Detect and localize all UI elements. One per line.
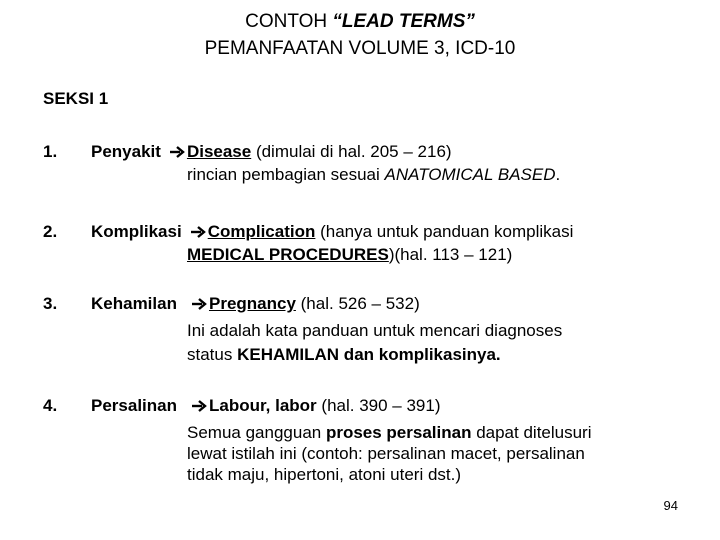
- item-line3-bold: KEHAMILAN dan komplikasinya.: [237, 345, 501, 364]
- item-line2-end: )(hal. 113 – 121): [388, 245, 513, 264]
- page-number: 94: [663, 498, 678, 513]
- item-line2-italic: ANATOMICAL BASED: [384, 165, 556, 184]
- item-line2-prefix: Semua gangguan: [187, 423, 326, 442]
- item-english-term: Pregnancy: [208, 294, 296, 313]
- item-term: Penyakit: [91, 142, 161, 161]
- item-number: 2.: [43, 222, 58, 241]
- item-line2-bold: proses persalinan: [325, 423, 472, 442]
- title-prefix: CONTOH: [245, 11, 333, 32]
- item-line2: Ini adalah kata panduan untuk mencari diagnoses: [187, 321, 563, 340]
- item-line2: [187, 245, 512, 265]
- item-line4: tidak maju, hipertoni, atoni uteri dst.): [187, 465, 462, 484]
- section-label: SEKSI 1: [43, 89, 109, 108]
- item-english-term: Disease: [186, 142, 252, 161]
- item-term: Komplikasi: [91, 222, 182, 241]
- item-detail: (hal. 526 – 532): [295, 294, 420, 313]
- page-title-line1: [0, 10, 720, 34]
- item-term: Persalinan: [91, 396, 177, 415]
- arrow-right-icon: [191, 294, 207, 314]
- item-english-term: Complication: [207, 222, 316, 241]
- item-detail: (hal. 390 – 391): [316, 396, 441, 415]
- item-detail: (dimulai di hal. 205 – 216): [251, 142, 452, 161]
- title-lead-terms: “LEAD TERMS”: [332, 11, 475, 32]
- item-heading: [91, 396, 441, 416]
- item-line2: [187, 165, 560, 185]
- item-line2-end: dapat ditelusuri: [471, 423, 592, 442]
- page-title-line2: PEMANFAATAN VOLUME 3, ICD-10: [204, 38, 516, 59]
- item-line2-text: rincian pembagian sesuai: [187, 165, 385, 184]
- item-term: Kehamilan: [91, 294, 177, 313]
- arrow-right-icon: [190, 222, 206, 242]
- item-line2-bold: MEDICAL PROCEDURES: [187, 245, 389, 264]
- item-detail: (hanya untuk panduan komplikasi: [315, 222, 574, 241]
- item-heading: [91, 142, 452, 162]
- item-number: 3.: [43, 294, 58, 313]
- item-number: 1.: [43, 142, 58, 161]
- item-line2-end: .: [555, 165, 561, 184]
- item-number: 4.: [43, 396, 58, 415]
- item-english-term: Labour, labor: [209, 396, 317, 415]
- item-line3-prefix: status: [187, 345, 238, 364]
- item-line2: [187, 423, 592, 443]
- item-line3: lewat istilah ini (contoh: persalinan macet, persalinan: [187, 444, 585, 463]
- item-heading: [91, 294, 420, 314]
- arrow-right-icon: [169, 142, 185, 162]
- item-line3: [187, 345, 501, 365]
- arrow-right-icon: [191, 396, 207, 416]
- item-heading: [91, 222, 573, 242]
